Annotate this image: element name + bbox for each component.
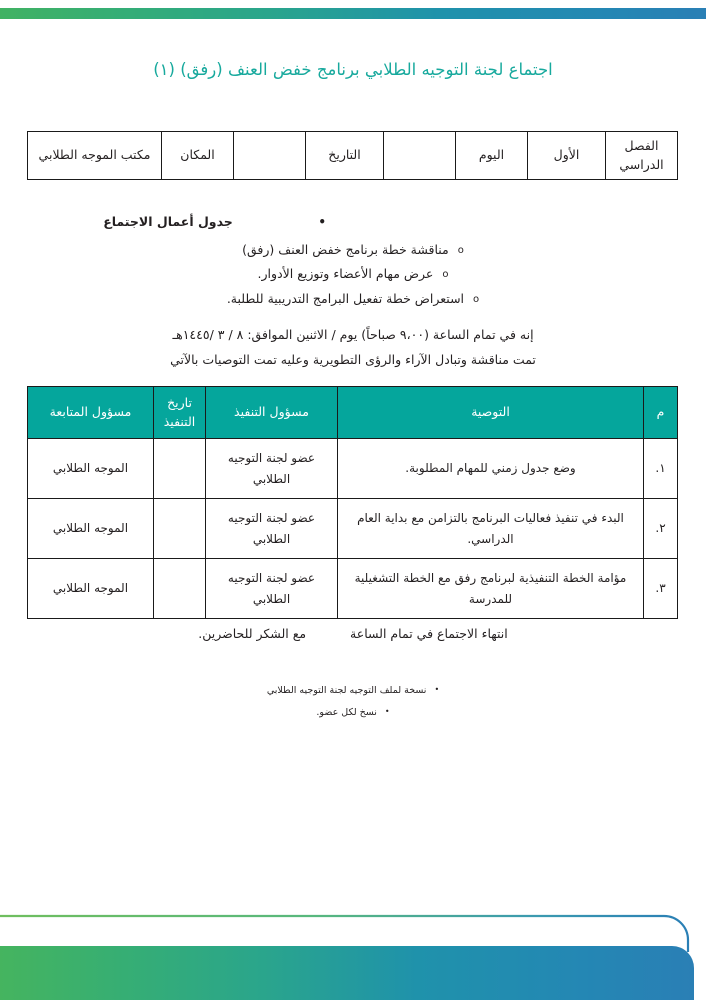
column-header-date: تاريخ التنفيذ: [154, 387, 206, 439]
agenda-item-label: استعراض خطة تفعيل البرامج التدريبية للطلبة.: [226, 290, 465, 306]
column-header-number: م: [644, 387, 678, 439]
header-gradient-bar: [0, 8, 706, 19]
info-cell-semester-label: الفصل الدراسي: [606, 132, 678, 180]
agenda-item-label: مناقشة خطة برنامج خفض العنف (رفق): [242, 242, 449, 257]
note-label: نسخة لملف التوجيه لجنة التوجيه الطلابي: [266, 685, 427, 696]
list-item: [28, 262, 678, 286]
cell-date: [154, 439, 206, 499]
closing-line: [28, 626, 678, 641]
table-row: [28, 559, 678, 619]
cell-recommendation: وضع جدول زمني للمهام المطلوبة.: [338, 439, 644, 499]
bullet-icon: •: [434, 685, 440, 695]
info-cell-date-label: التاريخ: [306, 132, 384, 180]
list-item: [28, 287, 678, 311]
footer-decoration-svg: [0, 890, 706, 1000]
recommendations-table: [27, 386, 678, 619]
closing-thanks-text: مع الشكر للحاضرين.: [198, 626, 307, 641]
column-header-owner: مسؤول التنفيذ: [206, 387, 338, 439]
cell-number: ٢.: [644, 499, 678, 559]
circle-bullet-icon: o: [442, 269, 449, 281]
list-item: [28, 702, 678, 724]
cell-owner: عضو لجنة التوجيه الطلابي: [206, 559, 338, 619]
info-cell-date-value: [234, 132, 306, 180]
table-row: [28, 439, 678, 499]
cell-date: [154, 499, 206, 559]
page-title: اجتماع لجنة التوجيه الطلابي برنامج خفض العنف (رفق) (١): [153, 60, 553, 79]
cell-number: ١.: [644, 439, 678, 499]
distribution-notes-list: [28, 680, 678, 725]
circle-bullet-icon: o: [457, 244, 464, 256]
info-cell-place-value: مكتب الموجه الطلابي: [28, 132, 162, 180]
cell-recommendation: البدء في تنفيذ فعاليات البرنامج بالتزامن مع بداية العام الدراسي.: [338, 499, 644, 559]
table-row: [28, 499, 678, 559]
closing-adjourn-text: انتهاء الاجتماع في تمام الساعة: [350, 626, 508, 641]
circle-bullet-icon: o: [473, 293, 480, 305]
discussion-line: تمت مناقشة وتبادل الآراء والرؤى التطويرية وعليه تمت التوصيات بالآتي: [170, 352, 536, 367]
cell-follow-up: الموجه الطلابي: [28, 559, 154, 619]
list-item: [28, 680, 678, 702]
note-label: نسخ لكل عضو.: [316, 707, 377, 719]
table-row: [28, 132, 678, 180]
agenda-heading-label: جدول أعمال الاجتماع: [103, 214, 233, 229]
cell-owner: عضو لجنة التوجيه الطلابي: [206, 499, 338, 559]
cell-recommendation: مؤامة الخطة التنفيذية لبرنامج رفق مع الخطة التشغيلية للمدرسة: [338, 559, 644, 619]
agenda-item-label: عرض مهام الأعضاء وتوزيع الأدوار.: [257, 266, 434, 282]
agenda-heading: [28, 214, 326, 229]
cell-date: [154, 559, 206, 619]
column-header-recommendation: التوصية: [338, 387, 644, 439]
info-cell-semester-value: الأول: [528, 132, 606, 180]
cell-follow-up: الموجه الطلابي: [28, 499, 154, 559]
footer-decoration: [0, 890, 706, 1000]
meeting-narrative: [28, 325, 678, 375]
bullet-icon: •: [384, 707, 390, 717]
cell-follow-up: الموجه الطلابي: [28, 439, 154, 499]
info-cell-place-label: المكان: [162, 132, 234, 180]
meeting-info-table: [27, 131, 678, 180]
table-header-row: [28, 387, 678, 439]
column-header-follow-up: مسؤول المتابعة: [28, 387, 154, 439]
footer-gradient-bar: [0, 946, 694, 1000]
cell-number: ٣.: [644, 559, 678, 619]
list-item: [28, 238, 678, 262]
agenda-items-list: [28, 238, 678, 311]
agenda-section: [28, 214, 678, 311]
cell-owner: عضو لجنة التوجيه الطلابي: [206, 439, 338, 499]
info-cell-day-label: اليوم: [456, 132, 528, 180]
meeting-datetime-line: إنه في تمام الساعة (٩،٠٠ صباحاً) يوم / الاثنين الموافق: ٨ / ٣ /١٤٤٥هـ: [172, 327, 534, 342]
bullet-icon: •: [318, 215, 326, 229]
info-cell-day-value: [384, 132, 456, 180]
